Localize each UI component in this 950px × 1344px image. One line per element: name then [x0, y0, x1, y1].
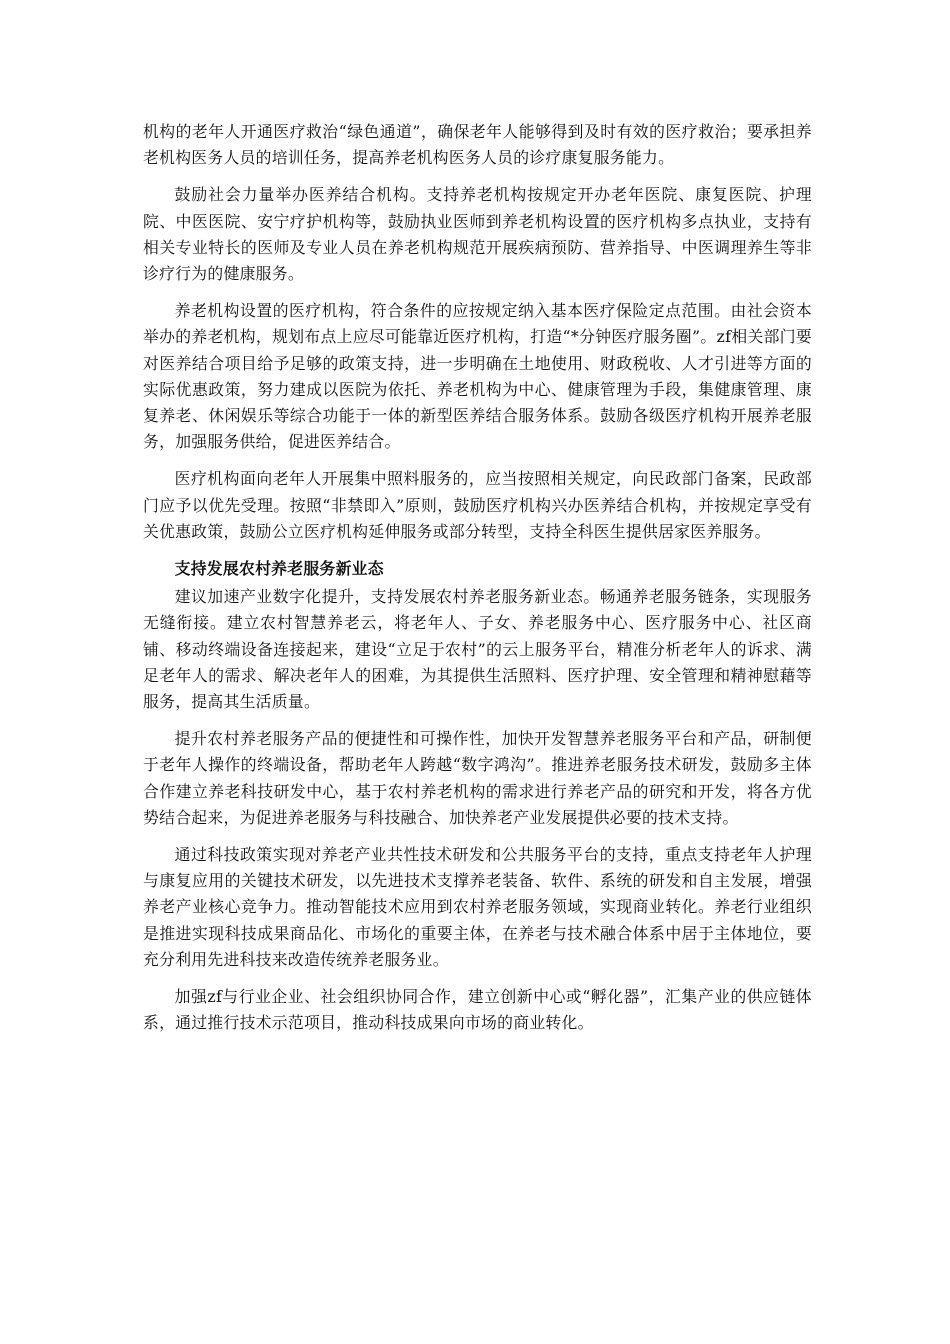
paragraph-social-forces: 鼓励社会力量举办医养结合机构。支持养老机构按规定开办老年医院、康复医院、护理院、中医医院、安宁疗护机构等，鼓励执业医师到养老机构设置的医疗机构多点执业，支持有相关专业特长的医师及专业人员在养老机构规范开展疾病预防、营养指导、中医调理养生等非诊疗行为的健康服务。: [143, 185, 812, 284]
paragraph-digital-industry: 建议加速产业数字化提升，支持发展农村养老服务新业态。畅通养老服务链条，实现服务无缝衔接。建立农村智慧养老云，将老年人、子女、养老服务中心、医疗服务中心、社区商铺、移动终端设备连接起来，建设“立足于农村”的云上服务平台，精准分析老年人的诉求、满足老年人的需求、解决老年人的困难，为其提供生活照料、医疗护理、安全管理和精神慰藉等服务，提高其生活质量。: [143, 587, 812, 712]
paragraph-cooperation: 加强zf与行业企业、社会组织协同合作，建立创新中心或“孵化器”，汇集产业的供应链体系，通过推行技术示范项目，推动科技成果向市场的商业转化。: [143, 987, 812, 1033]
section-heading: 支持发展农村养老服务新业态: [174, 559, 384, 579]
paragraph-tech-policy: 通过科技政策实现对养老产业共性技术研发和公共服务平台的支持，重点支持老年人护理与康复应用的关键技术研发，以先进技术支撑养老装备、软件、系统的研发和自主发展，增强养老产业核心竞争力。推动智能技术应用到农村养老服务领域，实现商业转化。养老行业组织是推进实现科技成果商品化、市场化的重要主体，在养老与技术融合体系中居于主体地位，要充分利用先进科技来改造传统养老服务业。: [143, 845, 812, 969]
paragraph-medical-institutions: 医疗机构面向老年人开展集中照料服务的，应当按照相关规定，向民政部门备案，民政部门应予以优先受理。按照“非禁即入”原则，鼓励医疗机构兴办医养结合机构，并按规定享受有关优惠政策，鼓励公立医疗机构延伸服务或部分转型，支持全科医生提供居家医养服务。: [143, 469, 812, 541]
paragraph-continued: 机构的老年人开通医疗救治“绿色通道”，确保老年人能够得到及时有效的医疗救治；要承担养老机构医务人员的培训任务，提高养老机构医务人员的诊疗康复服务能力。: [143, 122, 812, 168]
paragraph-medical-insurance: 养老机构设置的医疗机构，符合条件的应按规定纳入基本医疗保险定点范围。由社会资本举办的养老机构，规划布点上应尽可能靠近医疗机构，打造“*分钟医疗服务圈”。zf相关部门要对医养结合项目给予足够的政策支持，进一步明确在土地使用、财政税收、人才引进等方面的实际优惠政策，努力建成以医院为依托、养老机构为中心、健康管理为手段，集健康管理、康复养老、休闲娱乐等综合功能于一体的新型医养结合服务体系。鼓励各级医疗机构开展养老服务，加强服务供给，促进医养结合。: [143, 301, 812, 452]
paragraph-product-convenience: 提升农村养老服务产品的便捷性和可操作性，加快开发智慧养老服务平台和产品，研制便于老年人操作的终端设备，帮助老年人跨越“数字鸿沟”。推进养老服务技术研发，鼓励多主体合作建立养老科技研发中心，基于农村养老机构的需求进行养老产品的研究和开发，将各方优势结合起来，为促进养老服务与科技融合、加快养老产业发展提供必要的技术支持。: [143, 729, 812, 827]
